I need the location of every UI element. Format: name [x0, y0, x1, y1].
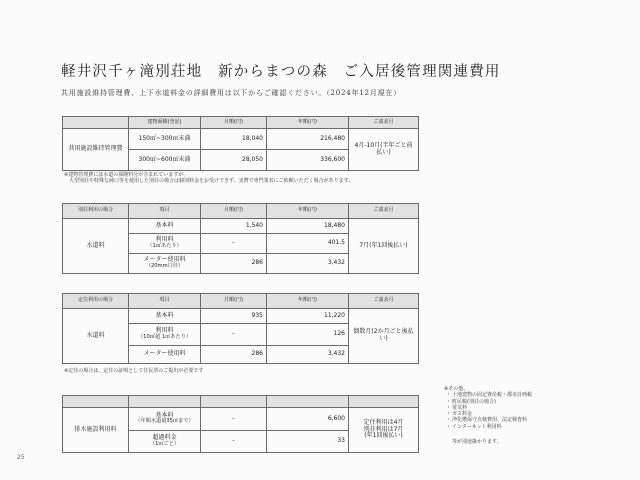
list-item: ・ ガス料金: [444, 411, 532, 417]
header-cell: 建物面積(登記): [129, 117, 201, 129]
billing-cell: 4月-10月(半年ごと前払い): [349, 129, 419, 171]
other-costs-list: [444, 392, 532, 430]
monthly-cell: 28,050: [201, 150, 267, 171]
drainage-fee-table: [62, 395, 419, 453]
item-cell: [129, 408, 201, 431]
table-header-row: [63, 294, 419, 309]
item-sublabel: （年間水道量35㎥まで）: [135, 418, 194, 425]
list-item: ・ 土地建物の固定資産税・都市計画税: [444, 392, 532, 398]
item-cell: [129, 254, 201, 274]
monthly-cell: 18,040: [201, 129, 267, 150]
monthly-cell: -: [201, 324, 267, 346]
other-costs-footer: 等が別途掛かります。: [452, 438, 502, 445]
other-costs-note: [444, 386, 532, 445]
header-cell: 項目: [129, 204, 201, 219]
item-cell: 基本料: [129, 219, 201, 234]
category-cell: 水道料: [63, 309, 129, 364]
header-cell: [349, 396, 419, 408]
billing-cell: [349, 408, 419, 453]
area-cell: 150㎡~300㎡未満: [129, 129, 201, 150]
item-cell: 基本料: [129, 309, 201, 324]
monthly-cell: -: [201, 431, 267, 453]
header-cell: 月額(円): [201, 294, 267, 309]
note-line: ※建物管理費には水道の保険料分が含まれていますが、: [64, 172, 189, 178]
item-label: メーター使用料: [143, 256, 186, 264]
header-cell: [267, 396, 349, 408]
header-cell: 項目: [129, 294, 201, 309]
billing-line: 定住利用は4月: [363, 418, 404, 426]
item-cell: [129, 431, 201, 453]
billing-cell: 7月(年1回後払い): [349, 219, 419, 274]
item-cell: [129, 324, 201, 346]
item-label: 超過料金: [152, 434, 177, 442]
common-facility-fee-table: [62, 116, 419, 171]
header-cell: 年額(円): [267, 294, 349, 309]
monthly-cell: 286: [201, 254, 267, 274]
list-item: ・ インターネット利用料: [444, 424, 532, 430]
table-header-row: [63, 117, 419, 129]
header-cell: [63, 396, 129, 408]
header-cell: ご請求月: [349, 294, 419, 309]
monthly-cell: -: [201, 234, 267, 254]
annual-cell: 3,432: [267, 254, 349, 274]
annual-cell: 216,480: [267, 129, 349, 150]
resident-water-table: [62, 293, 419, 364]
monthly-cell: 286: [201, 346, 267, 364]
header-cell: 年額(円): [267, 204, 349, 219]
item-label: 利用料: [155, 236, 174, 244]
page-number: 25: [17, 454, 25, 461]
item-cell: メーター使用料: [129, 346, 201, 364]
table-header-row: [63, 396, 419, 408]
category-cell: 水道料: [63, 219, 129, 274]
header-cell: ご請求月: [349, 204, 419, 219]
header-cell: [201, 396, 267, 408]
annual-cell: 336,600: [267, 150, 349, 171]
category-cell: 共用施設維持管理費: [63, 129, 129, 171]
item-cell: [129, 234, 201, 254]
annual-cell: 18,480: [267, 219, 349, 234]
annual-cell: 126: [267, 324, 349, 346]
annual-cell: 11,220: [267, 309, 349, 324]
table-row: [63, 408, 419, 431]
monthly-cell: 935: [201, 309, 267, 324]
annual-cell: 6,600: [267, 408, 349, 431]
list-item: ・ 町民税(別荘の場合): [444, 399, 532, 405]
header-cell: [129, 396, 201, 408]
header-cell: 月額(円): [201, 117, 267, 129]
header-cell: [63, 117, 129, 129]
list-item: ・ 電気料: [444, 405, 532, 411]
monthly-cell: 1,540: [201, 219, 267, 234]
annual-cell: 3,432: [267, 346, 349, 364]
item-sublabel: （20mm口径）: [145, 262, 184, 269]
header-cell: ご請求月: [349, 117, 419, 129]
billing-line: (年1回後払い): [364, 432, 403, 440]
table-row: [63, 219, 419, 234]
item-sublabel: （1㎥ごと）: [149, 440, 180, 447]
management-fee-note: [64, 172, 353, 185]
header-cell: 定住利用の場合: [63, 294, 129, 309]
page-subtitle: 共用施設維持管理費、上下水道料金の詳細費用は以下からご確認ください。（2024年12月現在）: [61, 89, 402, 97]
annual-cell: 401.5: [267, 234, 349, 254]
header-cell: 別荘利用の場合: [63, 204, 129, 219]
villa-water-table: [62, 203, 419, 274]
item-label: 利用料: [155, 327, 174, 335]
list-item: ・ 浄化槽保守点検費用、法定検査料: [444, 417, 532, 423]
annual-cell: 33: [267, 431, 349, 453]
monthly-cell: -: [201, 408, 267, 431]
billing-line: 別荘利用は7月: [363, 425, 404, 433]
table-row: [63, 129, 419, 150]
residency-note: ※定住の場合は、定住の証明として住民票のご提出が必要です: [64, 368, 204, 374]
category-cell: 排水施設利用料: [63, 408, 129, 453]
note-line: 大型別荘や特殊な純口等を使用した別荘の場合は個別料金をお受けできず、実費で専門業者にご依頼いただく場合があります。: [64, 178, 354, 185]
item-sublabel: （10㎥超 1㎥あたり）: [137, 333, 192, 340]
item-sublabel: （1㎥あたり）: [147, 242, 182, 249]
header-cell: 月額(円): [201, 204, 267, 219]
table-header-row: [63, 204, 419, 219]
page-title: 軽井沢千ヶ滝別荘地 新からまつの森 ご入居後管理関連費用: [61, 64, 501, 80]
table-row: [63, 309, 419, 324]
billing-cell: 偶数月(2か月ごと後払い): [349, 309, 419, 364]
other-costs-heading: ※その他、: [444, 386, 469, 392]
area-cell: 300㎡~600㎡未満: [129, 150, 201, 171]
header-cell: 年額(円): [267, 117, 349, 129]
item-label: 基本料: [155, 411, 174, 419]
